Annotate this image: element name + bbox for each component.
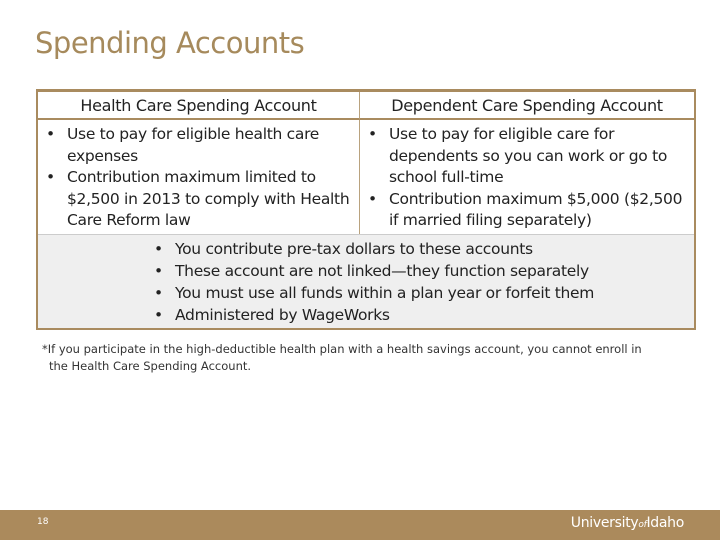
footer-bar [0, 510, 720, 540]
list-item: • Use to pay for eligible health care expenses [42, 124, 355, 167]
university-logo [571, 515, 684, 531]
logo-text: University [570, 515, 639, 531]
header-health-care: Health Care Spending Account [38, 92, 360, 120]
list-item: • You must use all funds within a plan year or forfeit them [150, 282, 694, 304]
health-care-cell [38, 120, 360, 234]
footnote-line: the Health Care Spending Account. [49, 359, 252, 373]
page-number: 18 [37, 517, 49, 527]
shared-features [38, 234, 694, 328]
page-title: Spending Accounts [35, 26, 305, 60]
list-item: • You contribute pre-tax dollars to these accounts [150, 238, 694, 260]
list-item: • Use to pay for eligible care for dependents so you can work or go to school full-time [364, 124, 690, 189]
footnote [42, 341, 692, 375]
list-item: • These account are not linked—they function separately [150, 260, 694, 282]
dependent-care-cell [360, 120, 694, 234]
list-item: • Contribution maximum $5,000 ($2,500 if married filing separately) [364, 189, 690, 232]
logo-text: of [638, 520, 647, 530]
header-dependent-care: Dependent Care Spending Account [360, 92, 694, 120]
accounts-table [36, 89, 696, 330]
footnote-line: *If you participate in the high-deductible health plan with a health savings account, you cannot enroll in [42, 342, 642, 356]
logo-text: Idaho [646, 515, 684, 531]
list-item: • Administered by WageWorks [150, 304, 694, 326]
list-item: • Contribution maximum limited to $2,500 in 2013 to comply with Health Care Reform law [42, 167, 355, 232]
